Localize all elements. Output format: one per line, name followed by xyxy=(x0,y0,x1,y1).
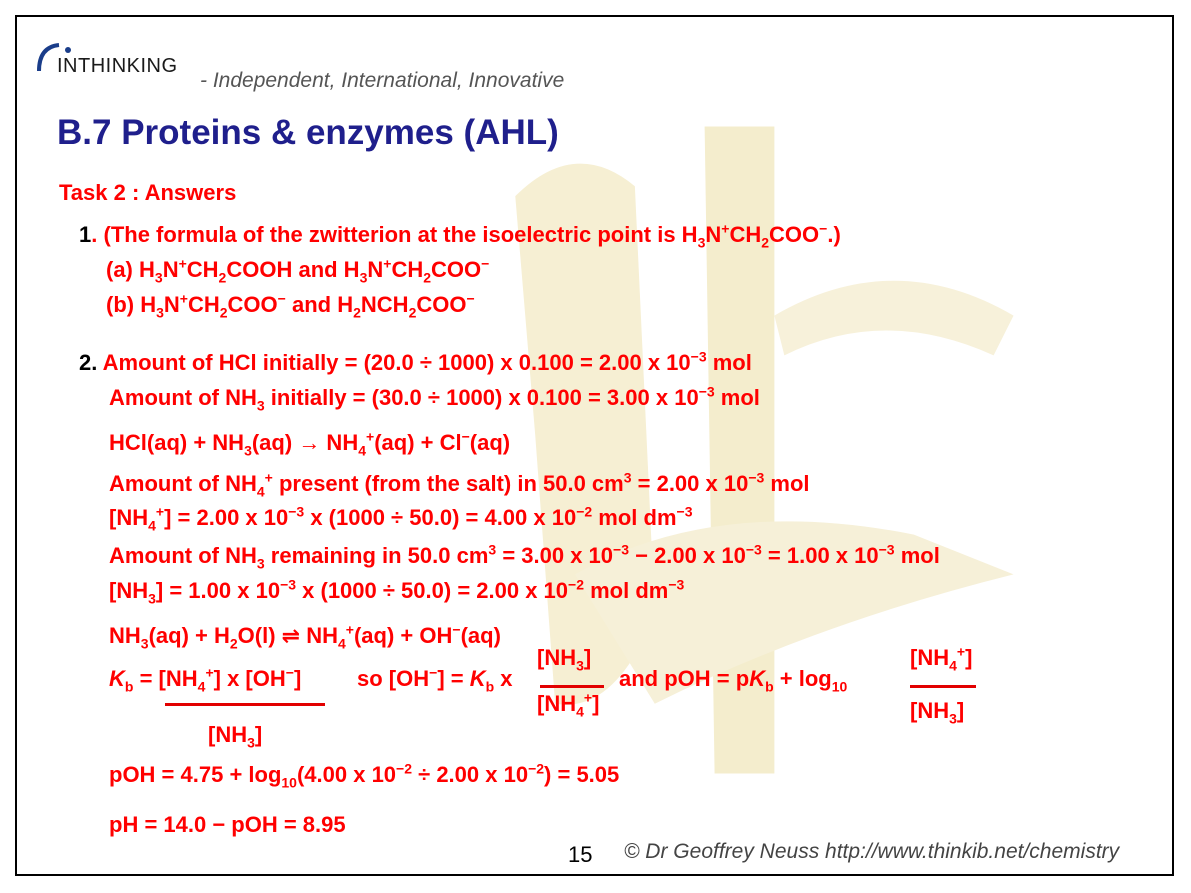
q2-line-nh4-amount: Amount of $NH_4^+$ present (from the salt) in 50.0 $cm^3 = 2.00$ x $10^{-3}$ mol xyxy=(109,469,810,500)
kb-denominator: $[NH_3]$ xyxy=(208,722,263,751)
frac3-bar xyxy=(910,685,976,688)
q2-equation-1: $HCl(aq) + NH_3(aq) \to NH_4^+(aq) + Cl^-(aq)$ xyxy=(109,428,511,459)
ph-result: pH = 14.0 − pOH = 8.95 xyxy=(109,812,346,837)
q2-line-hcl: 2. Amount of HCl initially = (20.0 ÷ 1000) x 0.100 = 2.00 x $10^{-3}$ mol xyxy=(79,348,752,375)
q2-equation-2: $NH_3(aq) + H_2O(l)$ ⇌ $NH_4^+(aq) + OH^-(aq)$ xyxy=(109,621,501,652)
frac2-denominator: $[NH_4^+]$ xyxy=(537,689,600,720)
q1-answer-a: (a) $H_3N^+CH_2COOH$ and $H_3N^+CH_2COO^-$ xyxy=(106,255,490,286)
kb-numerator: $K_b = [NH_4^+]$ x [OH−] xyxy=(109,664,302,695)
frac2-bar xyxy=(540,685,604,688)
logo-tagline: - Independent, International, Innovative xyxy=(200,69,565,92)
poh-calculation: pOH = $4.75 + \log_{10}(4.00$ x $10^{-2} \div 2.00$ x $10^{-2}) = 5.05$ xyxy=(109,760,620,791)
oh-expression: so $[OH^-] = K_b$ x xyxy=(357,664,513,695)
page-number: 15 xyxy=(568,842,593,867)
logo-text: INTHINKING xyxy=(57,55,178,77)
page-title: B.7 Proteins & enzymes (AHL) xyxy=(57,113,559,152)
slide xyxy=(15,15,1174,876)
poh-expression: and pOH = $pK_b + \log_{10}$ xyxy=(619,666,848,695)
frac3-numerator: $[NH_4^+]$ xyxy=(910,643,973,674)
q1-intro: 1. (The formula of the zwitterion at the isoelectric point is $H_3N^+CH_2COO^-$.) xyxy=(79,220,841,251)
footer-credit: © Dr Geoffrey Neuss http://www.thinkib.net/chemistry xyxy=(624,840,1120,863)
frac2-numerator: $[NH_3]$ xyxy=(537,645,592,674)
q2-line-nh3: Amount of $NH_3$ initially = (30.0 ÷ 1000) x 0.100 = 3.00 x $10^{-3}$ mol xyxy=(109,383,760,414)
q2-line-nh3-remaining: Amount of $NH_3$ remaining in 50.0 $cm^3 = 3.00$ x $10^{-3} - 2.00$ x $10^{-3} = 1.00$ x $10^{-3}$ mol xyxy=(109,541,940,572)
q2-line-nh4-conc: $[NH_4^+] = 2.00$ x $10^{-3}$ x (1000 ÷ 50.0) = 4.00 x $10^{-2}$ mol $dm^{-3}$ xyxy=(109,503,693,534)
frac3-denominator: $[NH_3]$ xyxy=(910,698,965,727)
kb-fraction-bar xyxy=(165,703,325,706)
q1-answer-b: (b) $H_3N^+CH_2COO^-$ and $H_2NCH_2COO^-$ xyxy=(106,290,475,321)
q2-line-nh3-conc: $[NH_3] = 1.00$ x $10^{-3}$ x (1000 ÷ 50.0) = 2.00 x $10^{-2}$ mol $dm^{-3}$ xyxy=(109,576,685,607)
task-heading: Task 2 : Answers xyxy=(59,180,237,205)
